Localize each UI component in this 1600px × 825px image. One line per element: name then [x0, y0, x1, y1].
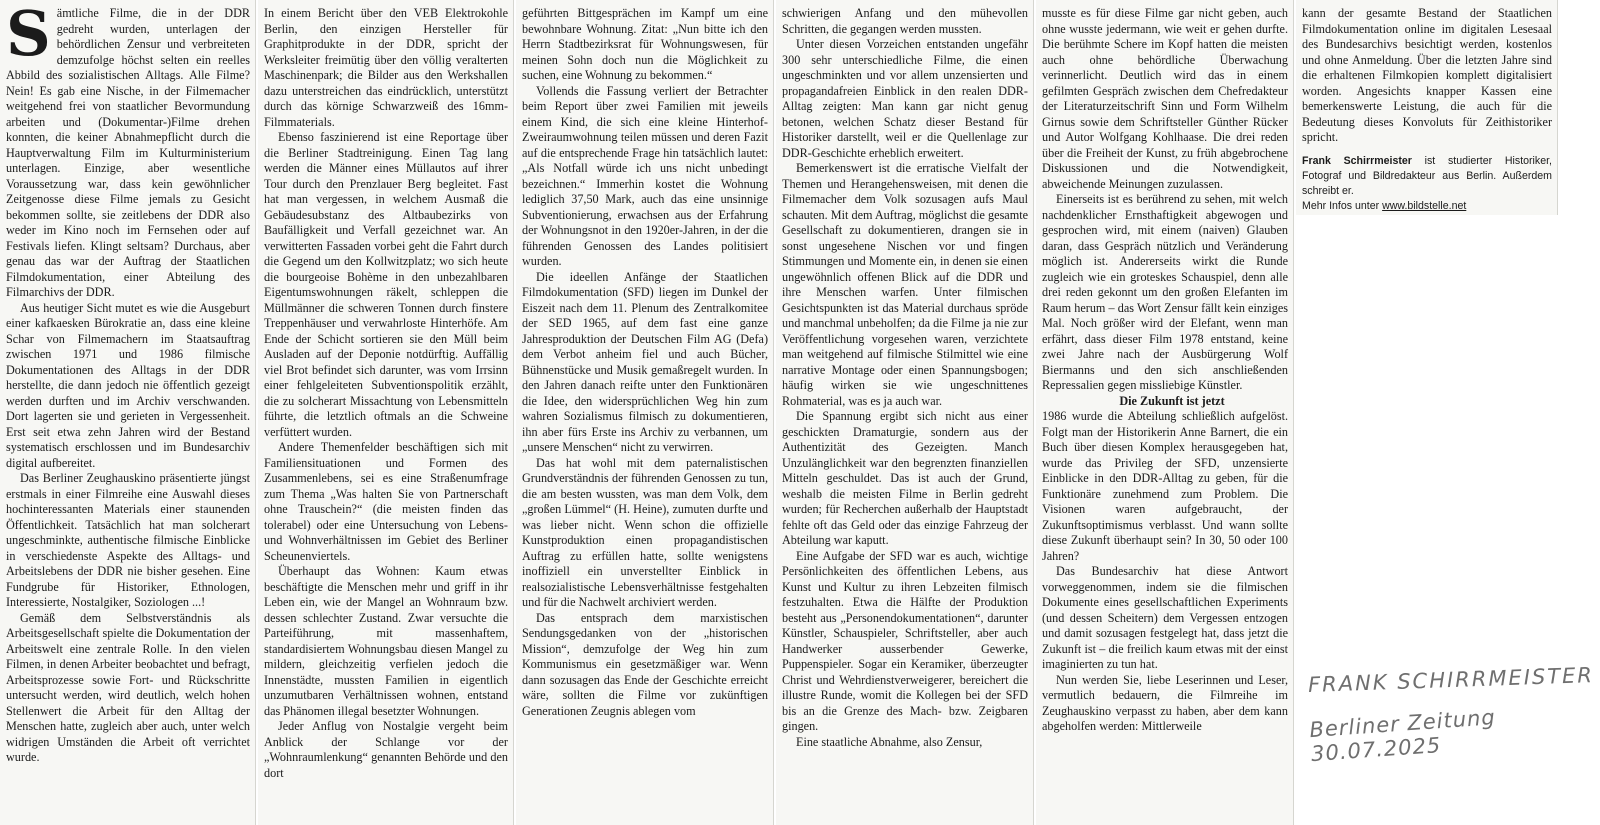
- paragraph: Das hat wohl mit dem paternalistischen Grundverständnis der führenden Genossen zu tun, die am besten wussten, was man dem Volk, dem „großen Lümmel“ (H. Heine), zumuten durfte und was lieber nicht. Wenn schon die offizielle Kunstproduktion einen propagandistischen Auftrag zu erfüllen hatte, sollte wenigstens inoffiziell ein unverstellter Einblick in realsozialistische Lebensverhältnisse festgehalten und für die Nachwelt archiviert werden.: [522, 455, 768, 609]
- author-website-link[interactable]: www.bildstelle.net: [1382, 199, 1467, 212]
- paragraph: Vollends die Fassung verliert der Betrachter beim Report über zwei Familien mit jeweils einem Kind, die sich eine kleine Hinterhof-Zweiraumwohnung teilen müssen und deren Fazit auf die entsprechende Frage hin tatsächlich lautet: „Als Notfall würde ich uns nicht unbedingt bezeichnen.“ Immerhin kostet die Wohnung lediglich 37,50 Mark, auch das eine unsinnige Subventionierung, erwachsen aus der Erfahrung der Wohnungsnot in den 1920er-Jahren, in der die führenden Genossen des Landes politisiert wurden.: [522, 83, 768, 268]
- lead-paragraph: [6, 0, 250, 301]
- paragraph: Ebenso faszinierend ist eine Reportage über die Berliner Stadtreinigung. Einen Tag lang werden die Männer eines Müllautos auf ihrer Tour durch den Prenzlauer Berg begleitet. Fast hat man vergessen, in welchem Ausmaß die Gebäudesubstanz des Altbaubezirks von Baufälligkeit und Verfall gezeichnet war. An verwitterten Fassaden vorbei geht die Fahrt durch die Gegend um den Kollwitzplatz; wo sich heute die bourgeoise Bohème in den unbezahlbaren Eigentumswohnungen räkelt, schleppen die Müllmänner die schweren Tonnen durch finstere Treppenhäuser und verwahrloste Hinterhöfe. Am Ende der Schicht sortieren sie den Müll beim Ausladen auf der Deponie notdürftig. Auffällig viel Brot befindet sich darunter, was vom Irrsinn einer fehlgeleiteten Subventionspolitik erzählt, die zu solcherart Missachtung von Lebensmitteln führte, die letztlich oftmals an die Schweine verfüttert wurden.: [264, 130, 508, 439]
- column-6: [1296, 0, 1558, 215]
- column-2: [258, 0, 514, 825]
- author-bio: [1302, 154, 1552, 214]
- paragraph: Eine staatliche Abnahme, also Zensur,: [796, 734, 983, 749]
- handwritten-source-note: Berliner Zeitung 30.07.2025: [1308, 705, 1497, 767]
- column-3: [516, 0, 774, 825]
- paragraph: Jeder Anflug von Nostalgie vergeht beim Anblick der Schlange vor der „Wohnraumlenkung“ genannten Behörde und den dort: [264, 719, 508, 780]
- paragraph: Das Berliner Zeughauskino präsentierte jüngst erstmals in einer Filmreihe eine Auswahl dieses hochinteressanten Materials einer staunenden Öffentlichkeit. Tatsächlich hat man solcherart ungeschminkte, authentische filmische Einblicke in verschiedenste Aspekte des Alltags- und Arbeitslebens der DDR nie bisher gesehen. Eine Fundgrube für Historiker, Ethnologen, Interessierte, Nostalgiker, Soziologen ...!: [6, 471, 250, 609]
- paragraph: 1986 wurde die Abteilung schließlich aufgelöst. Folgt man der Historikerin Anne Barnert, die ein Buch über diesen Komplex herausgegeben hat, wurde das Privileg der SFD, unzensierte Einblicke in den DDR-Alltag zu geben, für die Funktionäre zunehmend zum Problem. Die Visionen waren aufgebraucht, der Zukunftsoptimismus verblasst. Und wann sollte diese Zukunft überhaupt sein? In 30, 50 oder 100 Jahren?: [1042, 409, 1288, 563]
- column-4: [776, 0, 1034, 825]
- paragraph: Das Bundesarchiv hat diese Antwort vorweggenommen, indem sie die filmischen Dokumente eines gesellschaftlichen Experiments (und dessen Scheitern) dem Vergessen entzogen und damit sozusagen festgelegt hat, dass jetzt die Zukunft ist – die freilich kaum etwas mit der einst imaginierten zu tun hat.: [1042, 564, 1288, 671]
- paragraph: Unter diesen Vorzeichen entstanden ungefähr 300 sehr unterschiedliche Filme, die einen ungeschminkten und vor allem unzensierten und propagandafreien Einblick in den realen DDR-Alltag zeigten: Man kann gar nicht genug betonen, welchen Schatz dieser Bestand für Historiker darstellt, weil er die Quellenlage zur DDR-Geschichte erheblich erweitert.: [782, 37, 1028, 160]
- paragraph: geführten Bittgesprächen im Kampf um eine bewohnbare Wohnung. Zitat: „Nun bitte ich den Herrn Stadtbezirksrat für Wohnungswesen, für meinen Sohn doch nun die Möglichkeit zu suchen, eine Wohnung zu bekommen.“: [522, 6, 768, 82]
- column-1: [0, 0, 256, 825]
- handwritten-signature: FRANK SCHIRRMEISTER: [1307, 663, 1595, 697]
- paragraph: Das entsprach dem marxistischen Sendungsgedanken von der „historischen Mission“, demzufolge der Weg hin zum Kommunismus ein gesetzmäßiger war. Wenn dann sozusagen das Ende der Geschichte erreicht wäre, sollten die Filme vor zukünftigen Generationen Zeugnis ablegen vom: [522, 610, 768, 718]
- author-more-label: Mehr Infos unter: [1302, 199, 1383, 212]
- paragraph: Gemäß dem Selbstverständnis als Arbeitsgesellschaft spielte die Dokumentation der Arbeitswelt eine zentrale Rolle. In den vielen Filmen, in denen Arbeiter beobachtet und befragt, Arbeitsprozesse sowie Fort- und Rückschritte untersucht werden, wird deutlich, welch hohen Stellenwert die Arbeit für den Alltag der Menschen hatte, zugleich aber auch, unter welch widrigen Umständen die Arbeit oft verrichtet wurde.: [6, 610, 250, 764]
- paragraph: Überhaupt das Wohnen: Kaum etwas beschäftigte die Menschen mehr und griff in ihr Leben ein, wie der Mangel an Wohnraum bzw. dessen schlechter Zustand. Zwar versuchte die Parteiführung, mit massenhaftem, standardisiertem Wohnungsbau diesen Mangel zu mildern, gleichzeitig verfielen jedoch die Innenstädte, mussten Familien in eigentlich unzumutbaren Verhältnissen wohnen, entstand das Phänomen illegal besetzter Wohnungen.: [264, 564, 508, 718]
- paragraph: kann der gesamte Bestand der Staatlichen Filmdokumentation online im digitalen Lesesaal des Bundesarchivs besichtigt werden, kostenlos und ohne Anmeldung. Über die letzten Jahre sind die erhaltenen Filmkopien komplett digitalisiert worden. Angesichts knapper Kassen eine bemerkenswerte Leistung, die auch für die Bedeutung dieses Konvoluts für Zeithistoriker spricht.: [1302, 6, 1552, 144]
- paragraph: Andere Themenfelder beschäftigen sich mit Familiensituationen und Formen des Zusammenlebens, sei es eine Straßenumfrage zum Thema „Was halten Sie von Partnerschaft ohne Trauschein?“ (die meisten finden das tolerabel) oder eine Untersuchung von Lebens- und Wohnverhältnissen im Gebiet des Berliner Scheunenviertels.: [264, 440, 508, 563]
- lead-text: ämtliche Filme, die in der DDR gedreht wurden, unterlagen der behördlichen Zensur und verbreiteten demzufolge höchst selten ein reelles Abbild des sozialistischen Alltags. Alle Filme? Nein! Es gab eine Nische, in der Filmemacher weitgehend frei von staatlicher Bevormundung arbeiten und (Dokumentar-)Filme drehen konnten, die keiner Abnahmepflicht durch die Hauptverwaltung Film im Kulturministerium unterlagen. Einzige, aber wesentliche Voraussetzung war, dass kein gewöhnlicher Zeitgenosse diese Filme jemals zu Gesicht bekommen sollte, sie zeitlebens der DDR also weder im Kino noch im Fernsehen oder auf Festivals liefen. Klingt seltsam? Durchaus, aber genau das war der Auftrag der Staatlichen Filmdokumentation, einer Abteilung des Filmarchivs der DDR.: [6, 6, 250, 299]
- drop-cap: S: [6, 0, 51, 70]
- author-name: Frank Schirrmeister: [1302, 154, 1412, 167]
- subheading: Die Zukunft ist jetzt: [1119, 393, 1225, 408]
- paragraph: Eine Aufgabe der SFD war es auch, wichtige Persönlichkeiten des öffentlichen Lebens, aus Kunst und Kultur zu ihren Lebzeiten filmisch festzuhalten. Etwa die Hälfte der Produktion besteht aus „Personendokumentationen“, darunter Künstler, Schauspieler, Schriftsteller, aber auch Handwerker ausserbender Gewerke, Puppenspieler. Sogar ein Keramiker, überzeugter Christ und Wehrdienstverweigerer, bereichert die illustre Runde, womit die Kollegen bei der SFD bis an die Grenze des Mach- bzw. Zeigbaren gingen.: [782, 548, 1028, 733]
- author-description: ist studierter Historiker, Fotograf und Bildredakteur aus Berlin. Außerdem schreibt er.: [1302, 154, 1552, 197]
- paragraph: In einem Bericht über den VEB Elektrokohle Berlin, den einzigen Hersteller für Graphitprodukte in der DDR, spricht der Werksleiter freimütig über den völlig veralterten Maschinenpark; die Bilder aus den Werkshallen dazu unterstreichen das eindrücklich, unterstützt durch das körnige Schwarzweiß des 16mm-Filmmaterials.: [264, 6, 508, 129]
- paragraph: Die ideellen Anfänge der Staatlichen Filmdokumentation (SFD) liegen im Dunkel der Eiszeit nach dem 11. Plenum des Zentralkomitee der SED 1965, auf dem fast eine ganze Jahresproduktion der Deutschen Film AG (Defa) dem Verbot anheim fiel und auch Bücher, Bühnenstücke und Musik gemaßregelt wurden. In den Jahren danach reifte unter den Funktionären die Idee, den widersprüchlichen Weg hin zum wahren Sozialismus filmisch zu dokumentieren, ihn aber fürs Erste ins Archiv zu verbannen, um „unsere Menschen“ nicht zu verwirren.: [522, 269, 768, 454]
- paragraph: Die Spannung ergibt sich nicht aus einer geschickten Dramaturgie, sondern aus der Authentizität des Gezeigten. Manch Unzulänglichkeit war den begrenzten finanziellen Mitteln geschuldet. Das ist auch der Grund, weshalb die meisten Filme in Berlin gedreht wurden; für Recherchen außerhalb der Hauptstadt fehlte oft das Geld oder das einzige Fahrzeug der Abteilung war kaputt.: [782, 409, 1028, 547]
- paragraph: schwierigen Anfang und den mühevollen Schritten, die gegangen werden mussten.: [782, 6, 1028, 36]
- paragraph: Aus heutiger Sicht mutet es wie die Ausgeburt einer kafkaesken Bürokratie an, dass eine kleine Schar von Filmemachern im Staatsauftrag zwischen 1971 und 1986 filmische Dokumentationen des Alltags in der DDR herstellte, die dann jedoch nie öffentlich gezeigt werden durften und im Archiv verschwanden. Dort lagerten sie und gerieten in Vergessenheit. Erst seit etwa zehn Jahren wird der Bestand systematisch erschlossen und im Bundesarchiv digital aufbereitet.: [6, 300, 250, 470]
- paragraph: Bemerkenswert ist die erratische Vielfalt der Themen und Herangehensweisen, mit denen die Filmemacher dem Volk sozusagen aufs Maul schauten. Mit dem Auftrag, möglichst die gesamte Gesellschaft zu dokumentieren, drangen sie in sonst ungesehene Nischen vor und fingen Stimmungen und Momente ein, in denen sie einen ungewöhnlich offenen Blick auf die DDR und ihre Menschen warfen. Unter filmischen Gesichtspunkten ist das Material durchaus spröde und manchmal unbeholfen; da die Filme ja nie zur Veröffentlichung vorgesehen waren, verzichtete man weitgehend auf filmische Stilmittel wie eine narrative Montage oder einen Spannungsbogen; häufig wirken sie wie ungeschnittenes Rohmaterial, was es ja auch war.: [782, 161, 1028, 408]
- paragraph: Einerseits ist es berührend zu sehen, mit welch nachdenklicher Ernsthaftigkeit abgewogen und gesprochen wird, mit einem (naiven) Glauben daran, dass Gespräch nützlich und Veränderung möglich ist. Andererseits wirkt die Runde zugleich wie ein groteskes Schauspiel, denn alle drei reden gekonnt um den großen Elefanten im Raum herum – das Wort Zensur fällt kein einziges Mal. Noch größer wird der Elefant, wenn man erfährt, dass dieser Film 1978 entstand, keine zwei Jahre nach der Ausbürgerung Wolf Biermanns und den sich anschließenden Repressalien gegen missliebige Künstler.: [1042, 192, 1288, 392]
- column-5: [1036, 0, 1294, 825]
- paragraph: musste es für diese Filme gar nicht geben, auch ohne wusste jedermann, wie weit er gehen durfte. Die berühmte Schere im Kopf hatten die meisten auch ohne behördliche Überwachung verinnerlicht. Deutlich wird das in einem gefilmten Gespräch zwischen dem Chefredakteur der Literaturzeitschrift Sinn und Form Wilhelm Girnus sowie dem Schriftsteller Günther Rücker und Autor Wolfgang Kohlhaase. Die drei reden über die Freiheit der Kunst, zu früh abgebrochene Diskussionen und die Notwendigkeit, abweichende Meinungen zuzulassen.: [1042, 6, 1288, 191]
- paragraph: Nun werden Sie, liebe Leserinnen und Leser, vermutlich bedauern, die Filmreihe im Zeughauskino verpasst zu haben, aber dem kann abgeholfen werden: Mittlerweile: [1042, 672, 1288, 733]
